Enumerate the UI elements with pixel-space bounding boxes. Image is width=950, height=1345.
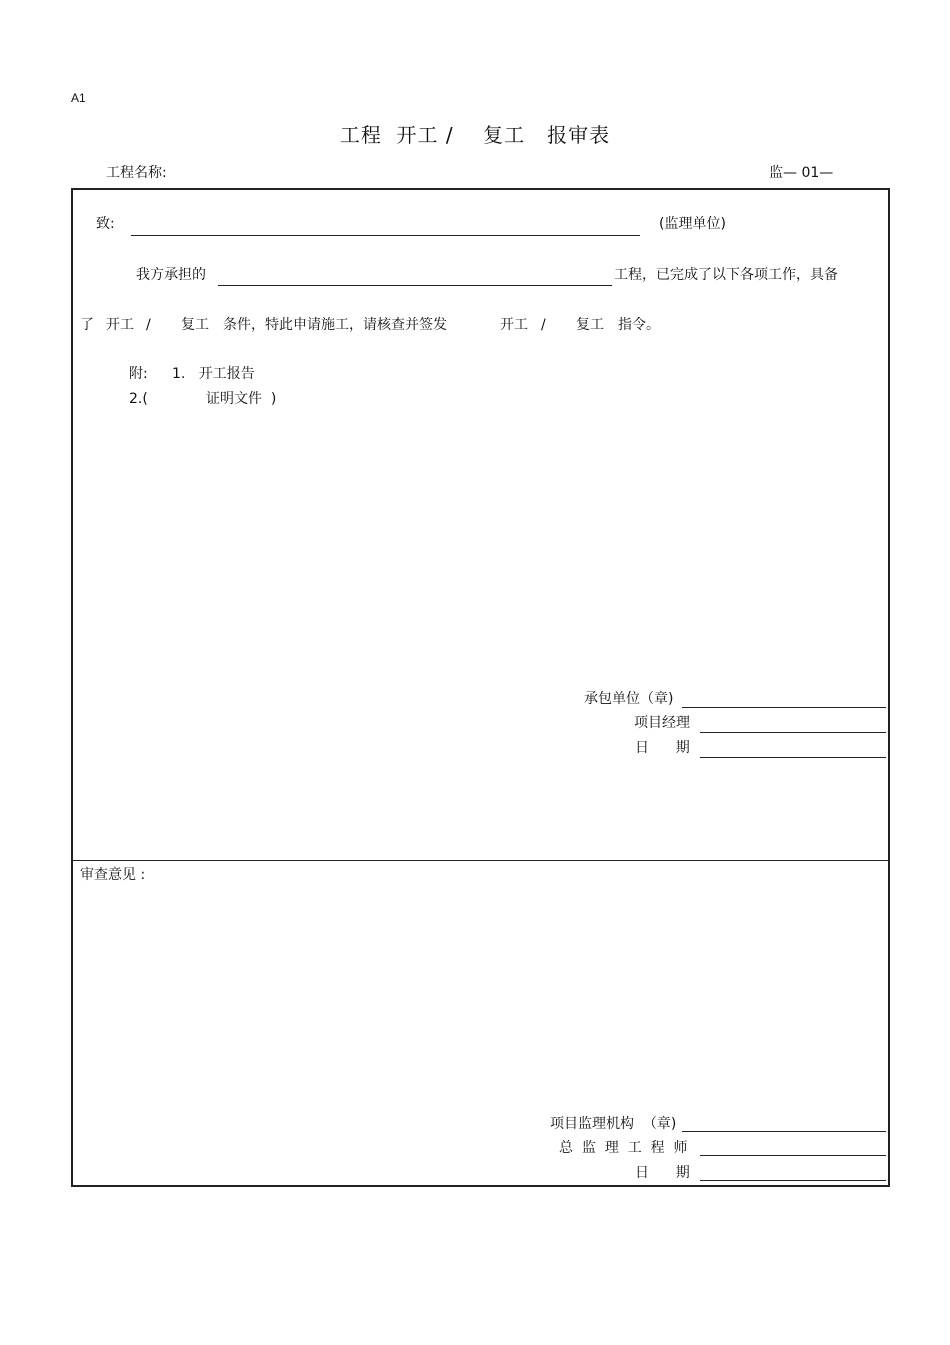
contractor-unit-field[interactable] [682, 707, 886, 708]
line2-part-a: 了 [80, 317, 94, 333]
serial-number-label: 监— 01— [769, 165, 834, 181]
supervisor-unit-field[interactable] [131, 235, 640, 236]
line2-part-h: 复工 [576, 317, 604, 333]
body-prefix: 我方承担的 [136, 267, 206, 283]
supervision-org-label: 项目监理机构 （章) [550, 1116, 677, 1132]
chief-supervisor-field[interactable] [700, 1155, 886, 1156]
line2-part-i: 指令。 [618, 317, 660, 333]
line2-part-c: / [146, 317, 151, 333]
review-opinion-label: 审查意见 : [80, 867, 146, 883]
project-manager-label: 项目经理 [634, 715, 690, 731]
contractor-date-field[interactable] [700, 757, 886, 758]
contractor-date-label: 日 期 [635, 740, 690, 756]
attachment-item-1: 1. 开工报告 [172, 366, 255, 382]
to-label: 致: [96, 216, 115, 232]
line2-part-d: 复工 [181, 317, 209, 333]
form-code: A1 [71, 91, 86, 105]
body-suffix: 工程，已完成了以下各项工作，具备 [614, 267, 838, 283]
review-date-label: 日 期 [635, 1165, 690, 1181]
page-title: 工程 开工 / 复工 报审表 [339, 123, 611, 147]
line2-part-b: 开工 [106, 317, 134, 333]
project-manager-field[interactable] [700, 732, 886, 733]
form-frame [71, 188, 890, 1187]
line2-part-e: 条件，特此申请施工，请核查并签发 [223, 317, 447, 333]
attachment-item-2-number: 2.( [129, 391, 148, 407]
contractor-unit-label: 承包单位（章) [584, 691, 674, 707]
chief-supervisor-label: 总 监 理 工 程 师 [559, 1140, 688, 1156]
line2-part-g: / [541, 317, 546, 333]
to-suffix: (监理单位) [659, 216, 726, 232]
supervision-org-field[interactable] [682, 1131, 886, 1132]
attachment-label: 附: [129, 366, 148, 382]
project-name-label: 工程名称: [106, 165, 167, 181]
section-divider [71, 860, 888, 861]
review-date-field[interactable] [700, 1180, 886, 1181]
attachment-item-2-text: 证明文件 ) [206, 391, 277, 407]
project-field[interactable] [218, 285, 612, 286]
line2-part-f: 开工 [500, 317, 528, 333]
